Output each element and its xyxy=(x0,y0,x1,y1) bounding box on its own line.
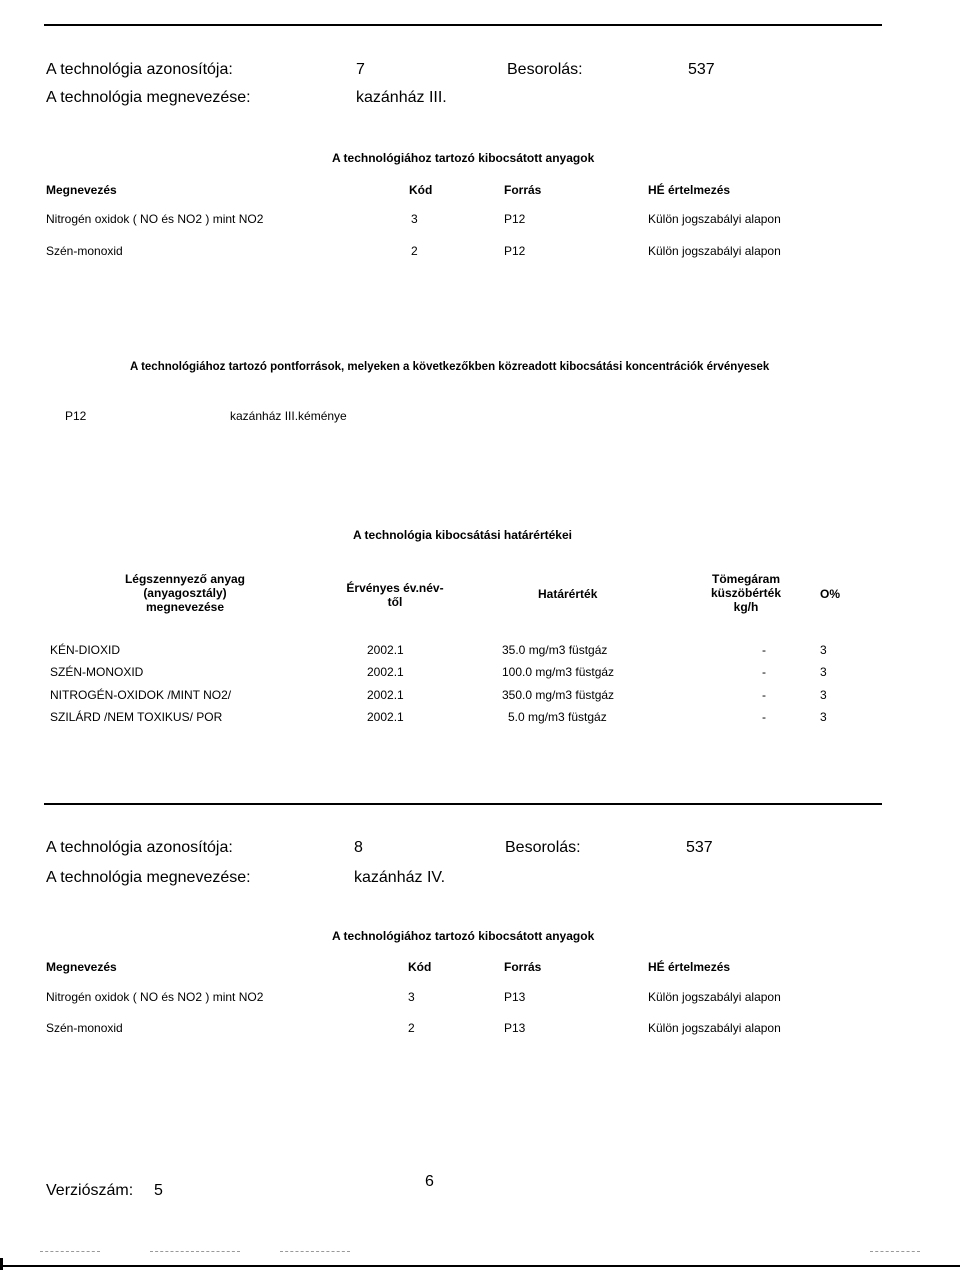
limits-row-mass: - xyxy=(762,688,766,702)
limits-row-limit: 5.0 mg/m3 füstgáz xyxy=(508,710,607,724)
limits-header-pollutant-line: (anyagosztály) xyxy=(143,586,227,600)
limits-row-pollutant: SZILÁRD /NEM TOXIKUS/ POR xyxy=(50,710,223,724)
header-he: HÉ értelmezés xyxy=(648,183,731,197)
limits-row-mass: - xyxy=(762,710,766,724)
limits-header-mass-line: Tömegáram xyxy=(711,572,781,586)
bottom-edge-line xyxy=(0,1265,960,1267)
emitted-row-source: P13 xyxy=(504,1021,526,1035)
emitted-row-code: 2 xyxy=(408,1021,415,1035)
header-name: Megnevezés xyxy=(46,183,117,197)
tech-name-value: kazánház IV. xyxy=(354,869,446,886)
classification-value: 537 xyxy=(688,61,715,78)
header-name: Megnevezés xyxy=(46,960,117,974)
limits-title: A technológia kibocsátási határértékei xyxy=(353,528,572,542)
emitted-row-code: 2 xyxy=(411,244,418,258)
emitted-row-he: Külön jogszabályi alapon xyxy=(648,990,781,1004)
header-code: Kód xyxy=(409,183,433,197)
version-label: Verziószám: xyxy=(46,1182,134,1199)
bottom-scan-mark xyxy=(870,1251,920,1252)
limits-header-pollutant-line: Légszennyező anyag xyxy=(124,572,246,586)
limits-header-mass xyxy=(696,572,796,614)
limits-row-limit: 350.0 mg/m3 füstgáz xyxy=(502,688,615,702)
point-source-name: kazánház III.kéménye xyxy=(230,409,347,423)
limits-header-valid-line: Érvényes év.név- xyxy=(346,581,444,595)
bottom-scan-mark xyxy=(280,1251,350,1252)
emitted-row-source: P13 xyxy=(504,990,526,1004)
limits-row-o2: 3 xyxy=(820,665,827,679)
header-source: Forrás xyxy=(504,183,542,197)
limits-row-mass: - xyxy=(762,643,766,657)
limits-header-mass-line: küszöbérték xyxy=(710,586,782,600)
header-code: Kód xyxy=(408,960,432,974)
bottom-left-edge-mark xyxy=(0,1258,3,1270)
limits-header-valid xyxy=(340,581,450,609)
tech-id-value: 7 xyxy=(356,61,365,78)
emitted-row-source: P12 xyxy=(504,212,526,226)
emitted-row-he: Külön jogszabályi alapon xyxy=(648,244,781,258)
limits-row-o2: 3 xyxy=(820,643,827,657)
bottom-scan-mark xyxy=(40,1251,100,1252)
section-divider xyxy=(44,803,882,805)
limits-row-o2: 3 xyxy=(820,710,827,724)
emitted-row-name: Nitrogén oxidok ( NO és NO2 ) mint NO2 xyxy=(46,990,264,1004)
header-source: Forrás xyxy=(504,960,542,974)
classification-value: 537 xyxy=(686,839,713,856)
emitted-row-name: Szén-monoxid xyxy=(46,1021,123,1035)
version-value: 5 xyxy=(154,1182,163,1199)
limits-row-mass: - xyxy=(762,665,766,679)
tech-name-value: kazánház III. xyxy=(356,89,447,106)
header-he: HÉ értelmezés xyxy=(648,960,731,974)
tech-id-label: A technológia azonosítója: xyxy=(46,839,233,856)
emitted-row-source: P12 xyxy=(504,244,526,258)
emitted-row-code: 3 xyxy=(408,990,415,1004)
tech-name-label: A technológia megnevezése: xyxy=(46,869,251,886)
emitted-substances-title: A technológiához tartozó kibocsátott anyagok xyxy=(332,929,595,943)
limits-row-valid: 2002.1 xyxy=(367,710,404,724)
limits-header-mass-line: kg/h xyxy=(733,600,759,614)
top-rule xyxy=(44,24,882,26)
classification-label: Besorolás: xyxy=(505,839,581,856)
limits-header-o2: O% xyxy=(820,587,841,601)
bottom-scan-mark xyxy=(150,1251,240,1252)
emitted-row-name: Szén-monoxid xyxy=(46,244,123,258)
point-sources-title: A technológiához tartozó pontforrások, melyeken a következőkben közreadott kibocsátási koncentrációk érvényesek xyxy=(130,361,770,373)
emitted-row-he: Külön jogszabályi alapon xyxy=(648,212,781,226)
emitted-row-name: Nitrogén oxidok ( NO és NO2 ) mint NO2 xyxy=(46,212,264,226)
point-source-code: P12 xyxy=(65,409,87,423)
limits-header-pollutant xyxy=(110,572,260,614)
limits-row-limit: 100.0 mg/m3 füstgáz xyxy=(502,665,615,679)
limits-row-o2: 3 xyxy=(820,688,827,702)
limits-row-valid: 2002.1 xyxy=(367,665,404,679)
limits-row-pollutant: NITROGÉN-OXIDOK /MINT NO2/ xyxy=(50,688,232,702)
emitted-substances-title: A technológiához tartozó kibocsátott anyagok xyxy=(332,151,595,165)
limits-row-pollutant: SZÉN-MONOXID xyxy=(50,665,144,679)
tech-name-label: A technológia megnevezése: xyxy=(46,89,251,106)
limits-header-pollutant-line: megnevezése xyxy=(145,600,225,614)
limits-row-pollutant: KÉN-DIOXID xyxy=(50,643,121,657)
limits-row-valid: 2002.1 xyxy=(367,643,404,657)
emitted-row-he: Külön jogszabályi alapon xyxy=(648,1021,781,1035)
classification-label: Besorolás: xyxy=(507,61,583,78)
limits-row-limit: 35.0 mg/m3 füstgáz xyxy=(502,643,608,657)
limits-header-valid-line: től xyxy=(387,595,403,609)
tech-id-value: 8 xyxy=(354,839,363,856)
emitted-row-code: 3 xyxy=(411,212,418,226)
limits-header-limit: Határérték xyxy=(538,587,598,601)
page-number: 6 xyxy=(425,1173,434,1190)
tech-id-label: A technológia azonosítója: xyxy=(46,61,233,78)
limits-row-valid: 2002.1 xyxy=(367,688,404,702)
